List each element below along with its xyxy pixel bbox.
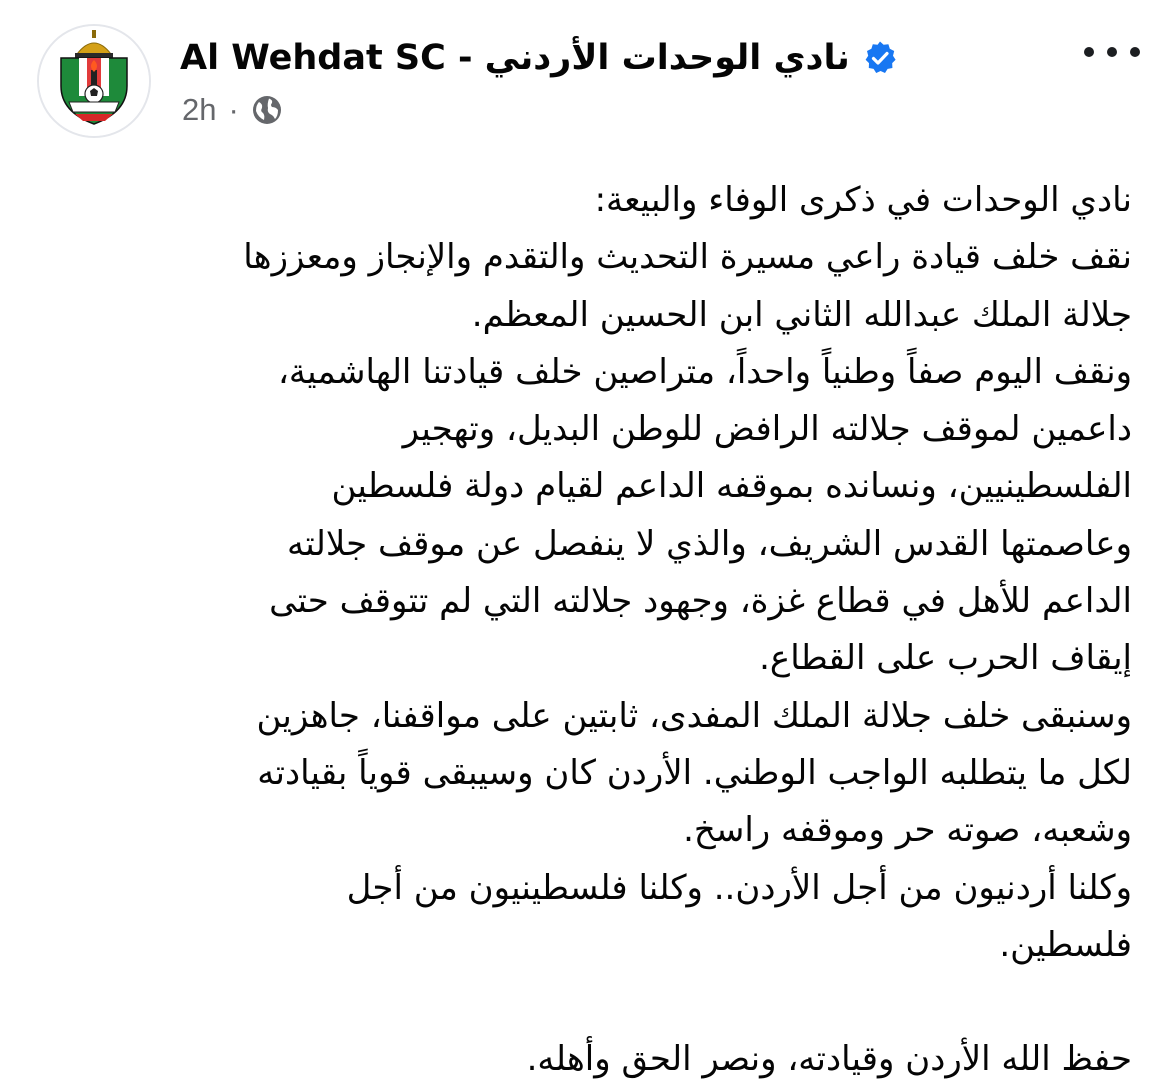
page-name-row [180, 30, 898, 86]
post-text-line: حفظ الله الأردن وقيادته، ونصر الحق وأهله. [526, 1039, 1132, 1080]
post-text [40, 172, 1132, 1089]
post-text-line: الفلسطينيين، ونسانده بموقفه الداعم لقيام دولة فلسطين [331, 466, 1132, 507]
post-header [0, 0, 1170, 150]
post-text-line: نادي الوحدات في ذكرى الوفاء والبيعة: [594, 180, 1132, 220]
more-options-dot [1130, 47, 1140, 57]
globe-icon[interactable] [251, 94, 283, 126]
page-name[interactable]: Al Wehdat SC - نادي الوحدات الأردني [180, 38, 850, 78]
post-text-line: ونقف اليوم صفاً وطنياً واحداً، متراصين خلف قيادتنا الهاشمية، [277, 351, 1132, 392]
page-avatar[interactable] [37, 24, 151, 138]
post-text-line: وعاصمتها القدس الشريف، والذي لا ينفصل عن موقف جلالته [286, 523, 1132, 564]
post-text-line: الداعم للأهل في قطاع غزة، وجهود جلالته التي لم تتوقف حتى [269, 581, 1132, 622]
club-crest-logo [39, 26, 149, 136]
verified-badge-icon [862, 40, 898, 76]
post-text-line: جلالة الملك عبدالله الثاني ابن الحسين المعظم. [471, 294, 1132, 335]
post-text-line: لكل ما يتطلبه الواجب الوطني. الأردن كان وسيبقى قوياً بقيادته [257, 752, 1132, 793]
post-text-line: وشعبه، صوته حر وموقفه راسخ. [683, 810, 1132, 851]
post-text-line: فلسطين. [999, 924, 1132, 965]
post-timestamp[interactable]: 2h [182, 92, 217, 127]
post-text-blank-line [40, 974, 1132, 1031]
post-text-line: وسنبقى خلف جلالة الملك المفدى، ثابتين على مواقفنا، جاهزين [256, 695, 1132, 736]
post-meta [182, 88, 283, 132]
more-options-dot [1107, 47, 1117, 57]
more-options-dot [1084, 47, 1094, 57]
meta-separator: · [228, 92, 239, 127]
more-options-button[interactable] [1084, 32, 1140, 72]
post-text-line: داعمين لموقف جلالته الرافض للوطن البديل، وتهجير [402, 409, 1132, 450]
post-text-line: نقف خلف قيادة راعي مسيرة التحديث والتقدم والإنجاز ومعززها [243, 237, 1132, 278]
post-text-line: إيقاف الحرب على القطاع. [759, 638, 1132, 679]
post-text-line: وكلنا أردنيون من أجل الأردن.. وكلنا فلسطينيون من أجل [346, 867, 1132, 908]
